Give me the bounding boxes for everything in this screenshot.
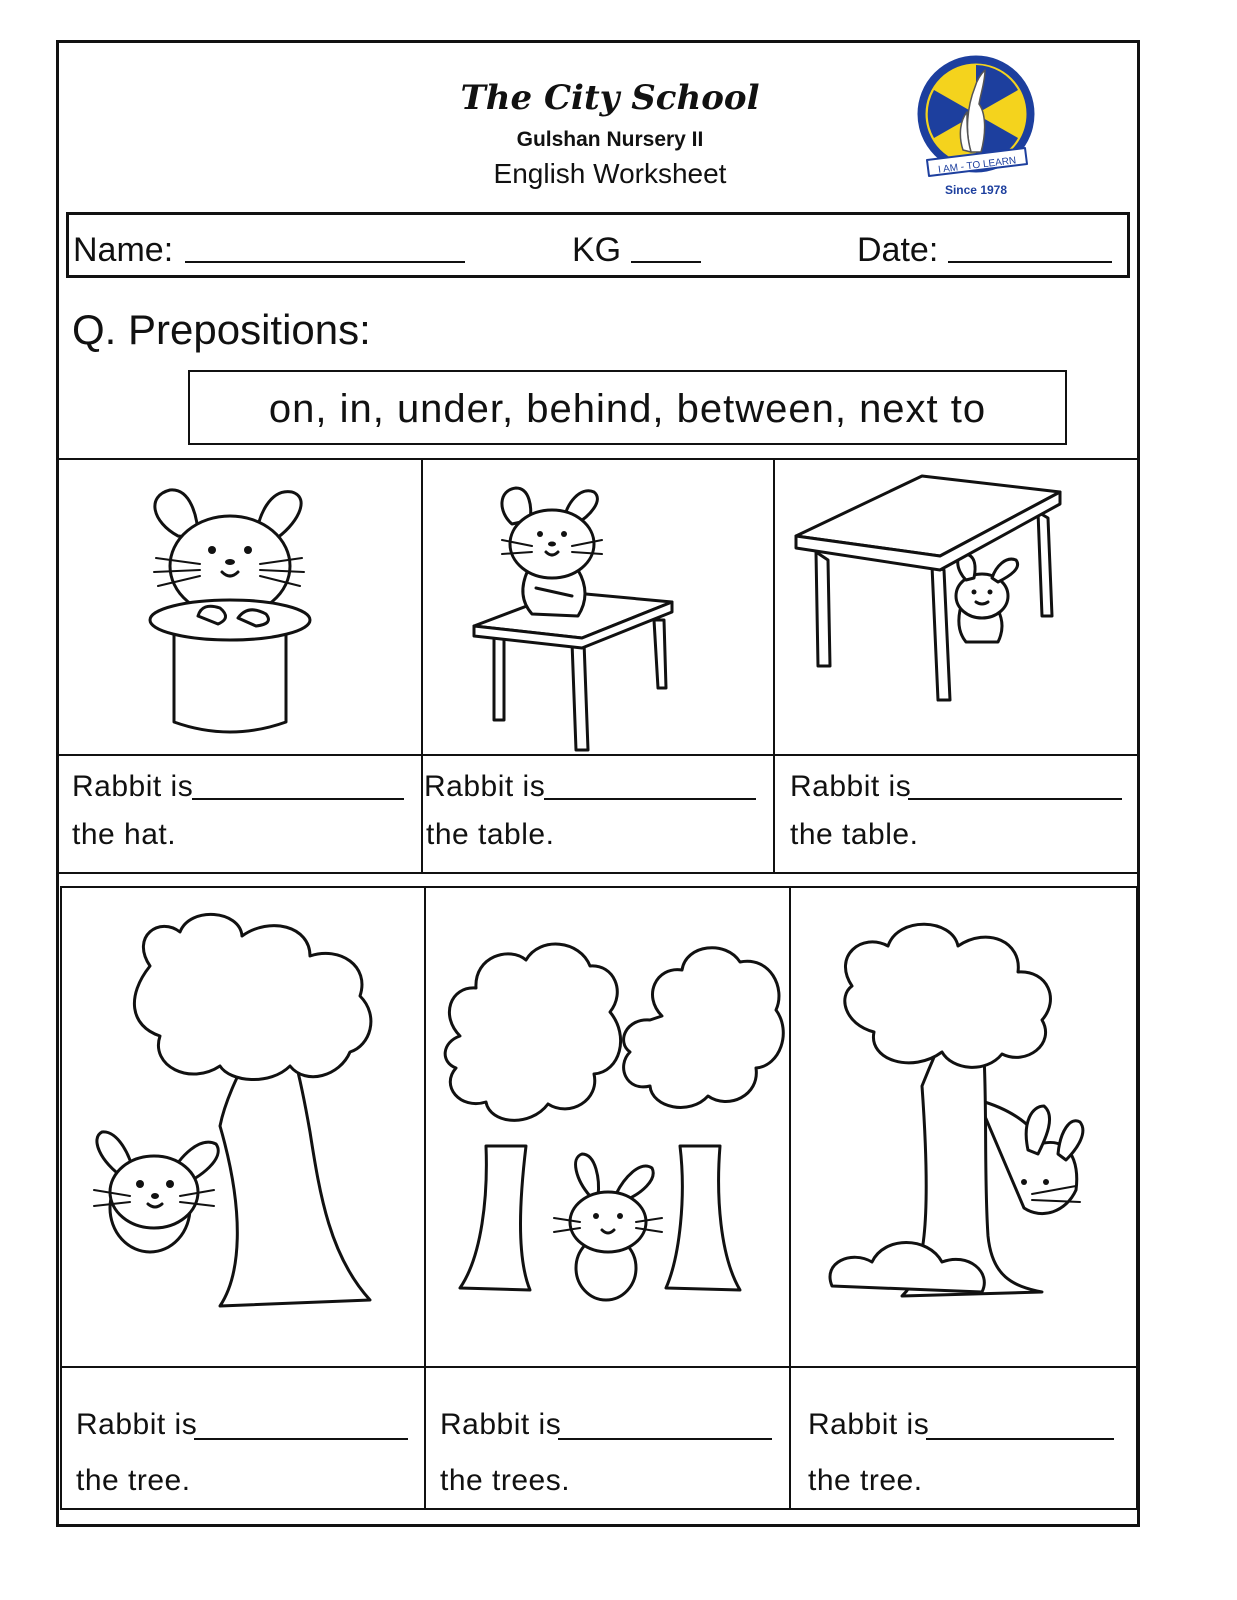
item-1-line-1: Rabbit is	[72, 770, 194, 803]
logo-since: Since 1978	[944, 183, 1008, 197]
item-1-line-2: the hat.	[72, 818, 177, 851]
worksheet-subject: English Worksheet	[493, 158, 727, 189]
item-6-answer-field[interactable]	[926, 1438, 1114, 1440]
grid-line	[421, 458, 423, 872]
item-6-line-1: Rabbit is	[808, 1408, 930, 1441]
class-field[interactable]	[631, 261, 701, 263]
item-2-line-2: the table.	[426, 818, 555, 851]
date-field[interactable]	[948, 261, 1112, 263]
question-title: Q. Prepositions:	[72, 306, 371, 353]
item-3-line-1: Rabbit is	[790, 770, 912, 803]
school-name: The City School	[460, 78, 760, 118]
rabbit-next-to-tree-picture	[70, 896, 420, 1366]
rabbit-on-table-picture	[432, 470, 772, 760]
item-5-line-1: Rabbit is	[440, 1408, 562, 1441]
name-field[interactable]	[185, 261, 465, 263]
grid-line	[773, 458, 775, 872]
name-label: Name:	[73, 231, 174, 269]
school-logo	[915, 52, 1037, 202]
item-5-line-2: the trees.	[440, 1464, 571, 1497]
campus-name: Gulshan Nursery II	[516, 128, 704, 151]
class-label: KG	[572, 231, 622, 269]
rabbit-between-trees-picture	[430, 896, 786, 1366]
rabbit-behind-tree-picture	[792, 896, 1138, 1366]
item-4-line-1: Rabbit is	[76, 1408, 198, 1441]
item-3-line-2: the table.	[790, 818, 919, 851]
item-2-answer-field[interactable]	[544, 798, 756, 800]
item-1-answer-field[interactable]	[192, 798, 404, 800]
word-bank: on, in, under, behind, between, next to	[188, 370, 1067, 445]
grid-line	[60, 1366, 1138, 1368]
item-2-line-1: Rabbit is	[424, 770, 546, 803]
rabbit-in-hat-picture	[70, 470, 410, 760]
item-4-line-2: the tree.	[76, 1464, 191, 1497]
grid-line	[56, 872, 1140, 874]
rabbit-under-table-picture	[784, 470, 1134, 760]
item-3-answer-field[interactable]	[908, 798, 1122, 800]
item-4-answer-field[interactable]	[194, 1438, 408, 1440]
logo-motto: I AM - TO LEARN	[937, 155, 1017, 176]
date-label: Date:	[857, 231, 939, 269]
item-5-answer-field[interactable]	[558, 1438, 772, 1440]
item-6-line-2: the tree.	[808, 1464, 923, 1497]
grid-line	[789, 886, 791, 1510]
grid-line	[56, 458, 1140, 460]
grid-line	[424, 886, 426, 1510]
student-info-box	[66, 212, 1130, 278]
